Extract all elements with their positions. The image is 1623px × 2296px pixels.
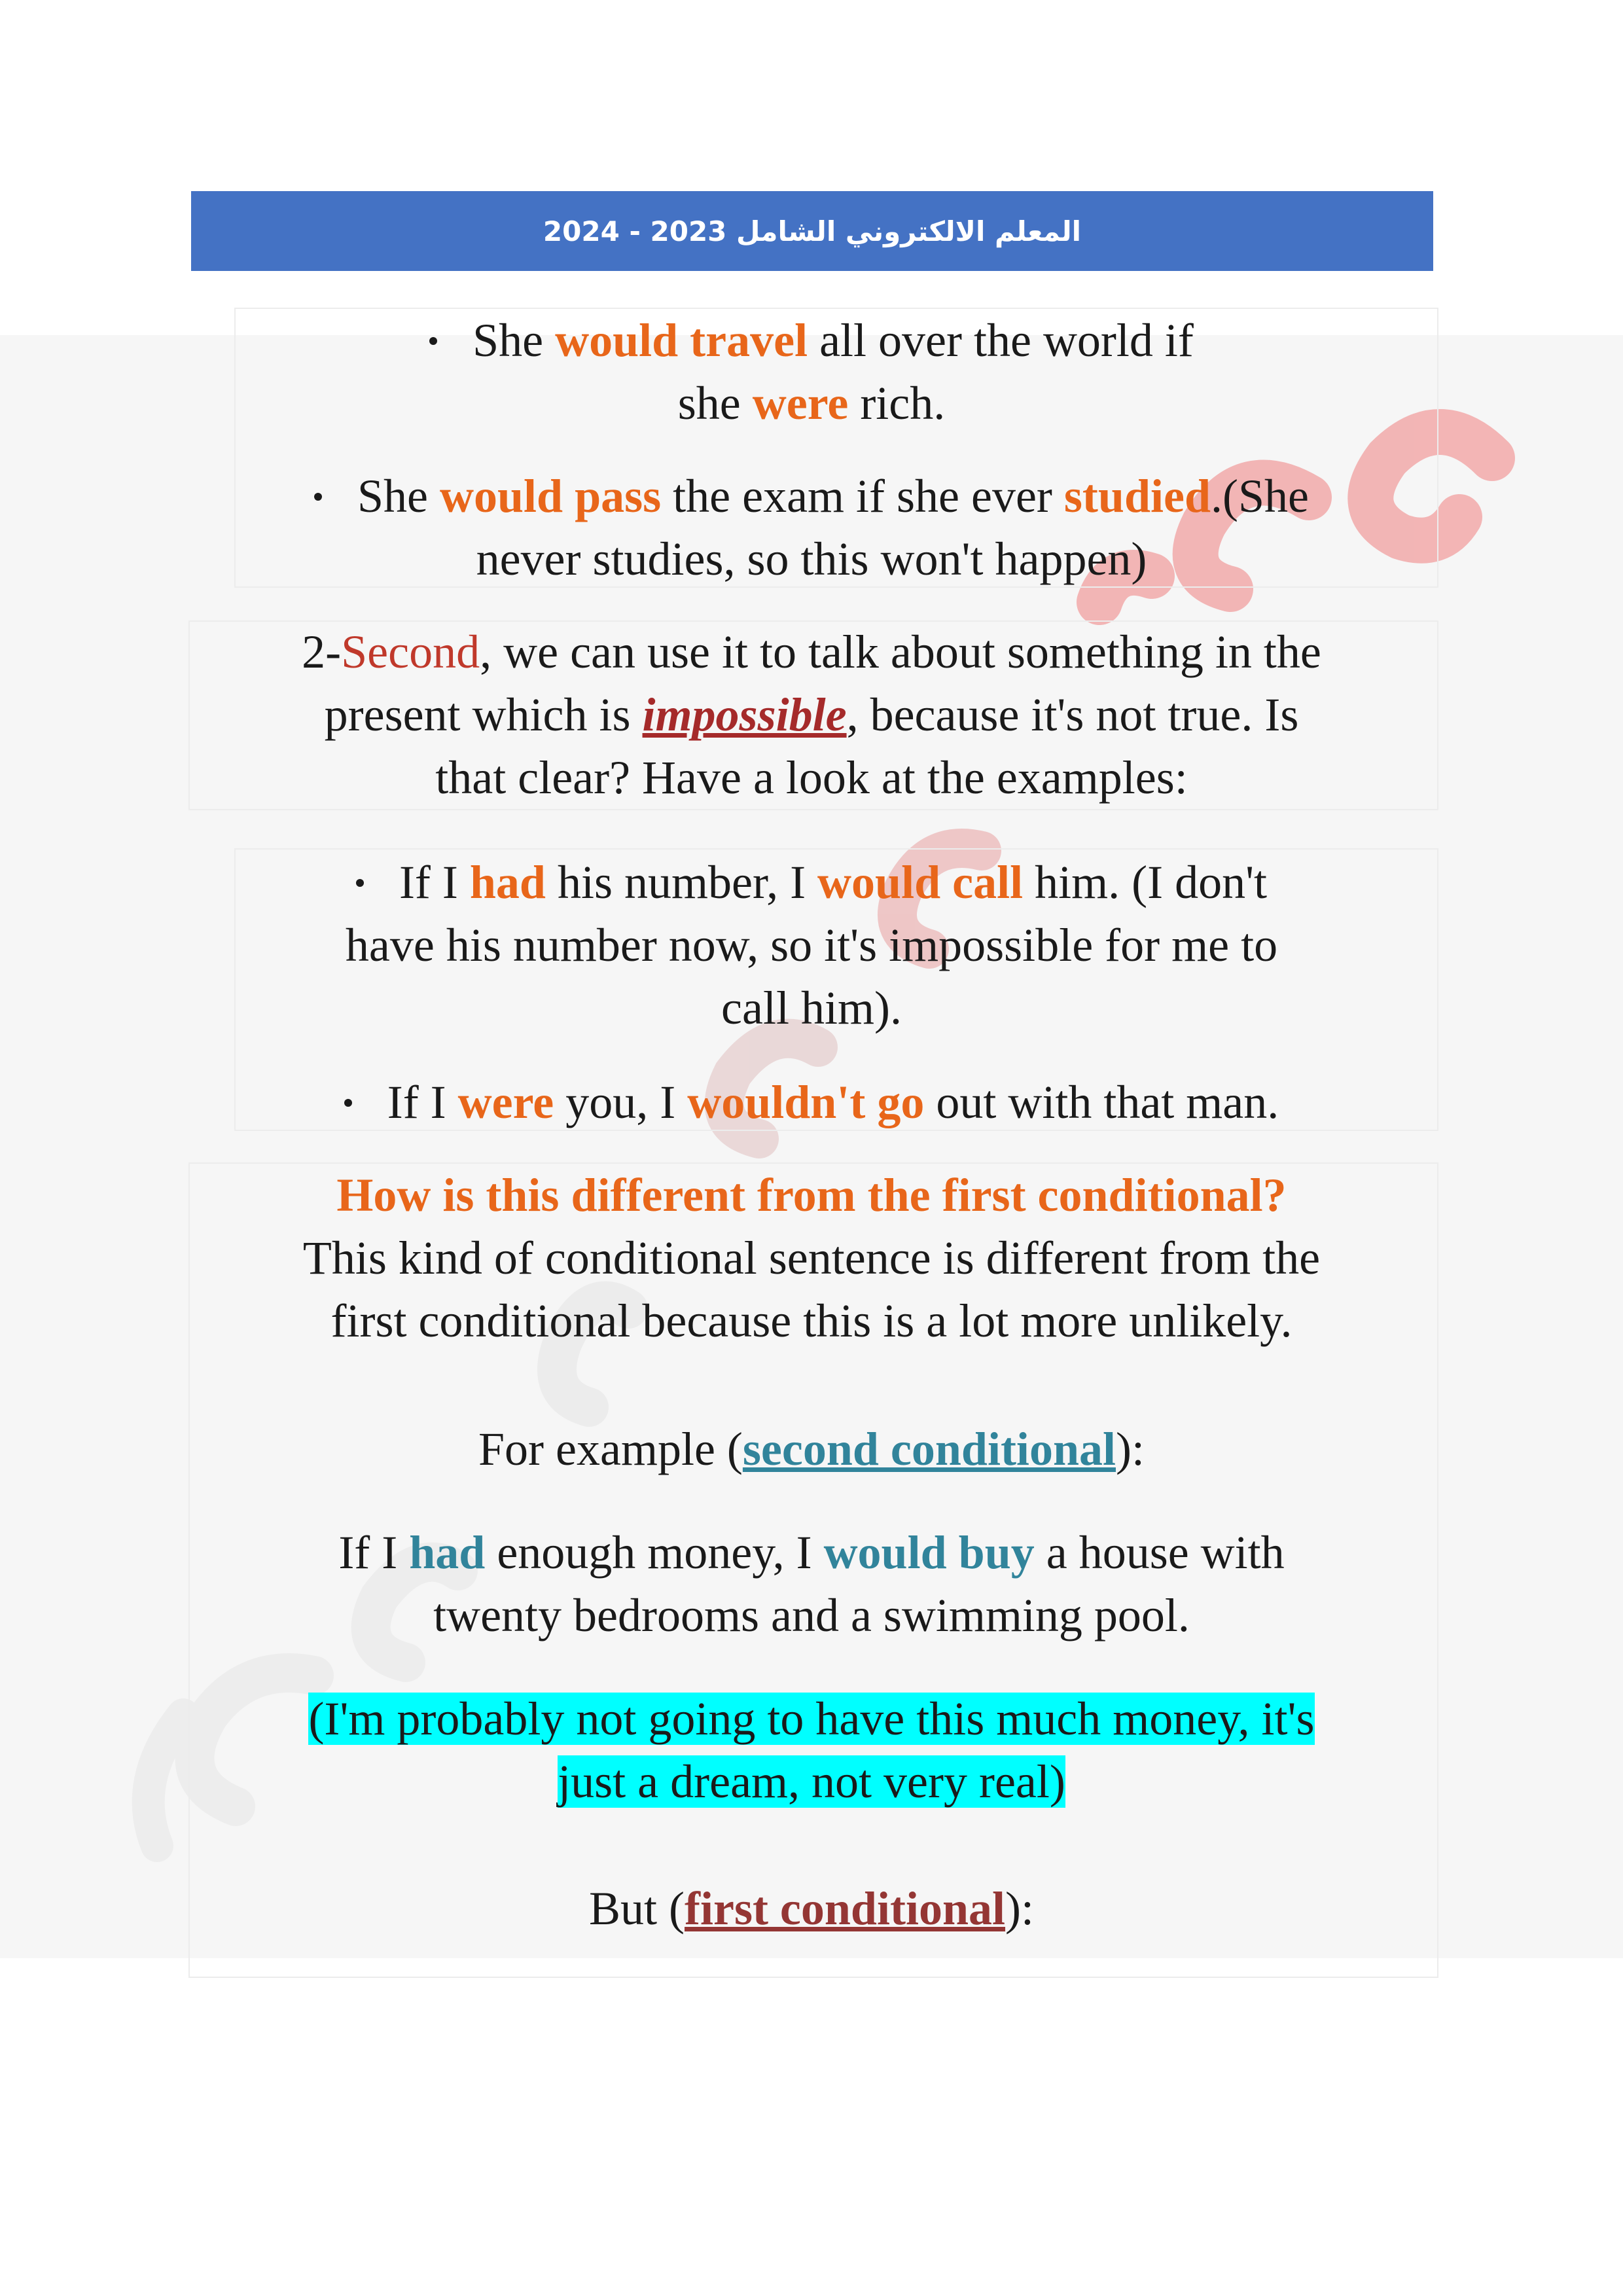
bullet-icon — [356, 879, 364, 887]
bullet-icon — [429, 337, 437, 345]
second-conditional-label: second conditional — [742, 1423, 1116, 1475]
difference-heading: How is this different from the first conditional? — [336, 1169, 1287, 1221]
page-header — [191, 191, 1433, 271]
bullet-icon — [314, 493, 322, 501]
highlighted-note-line-2: just a dream, not very real) — [558, 1755, 1065, 1808]
highlighted-note-line-1: (I'm probably not going to have this much money, it's — [308, 1693, 1315, 1745]
bullet-icon — [344, 1099, 352, 1107]
example-3-line-1: If I had his number, I would call him. (I don't — [0, 851, 1623, 914]
but-first-conditional-line: But (first conditional): — [588, 1882, 1034, 1935]
second-conditional-example-line-1: If I had enough money, I would buy a house with — [338, 1526, 1285, 1579]
first-conditional-label: first conditional — [685, 1882, 1006, 1935]
example-3-line-2: have his number now, so it's impossible for me to — [345, 919, 1278, 971]
second-use-line-1: 2-Second, we can use it to talk about something in the — [302, 626, 1321, 678]
example-3-line-3: call him). — [721, 982, 902, 1034]
example-2-line-1: She would pass the exam if she ever studied.(She — [0, 465, 1623, 528]
example-2-line-2: never studies, so this won't happen) — [476, 533, 1147, 585]
example-1-line-1: She would travel all over the world if — [0, 309, 1623, 372]
for-example-line: For example (second conditional): — [478, 1423, 1145, 1475]
difference-line-1: This kind of conditional sentence is different from the — [302, 1232, 1321, 1284]
difference-line-2: first conditional because this is a lot more unlikely. — [330, 1295, 1293, 1347]
example-1-line-2: she were rich. — [677, 377, 946, 429]
example-4-line-1: If I were you, I wouldn't go out with that man. — [0, 1071, 1623, 1134]
header-title: المعلم الالكتروني الشامل 2023 - 2024 — [543, 215, 1082, 247]
second-use-line-2: present which is impossible, because it's not true. Is — [324, 689, 1299, 741]
second-conditional-example-line-2: twenty bedrooms and a swimming pool. — [433, 1589, 1190, 1641]
second-use-line-3: that clear? Have a look at the examples: — [435, 751, 1188, 804]
